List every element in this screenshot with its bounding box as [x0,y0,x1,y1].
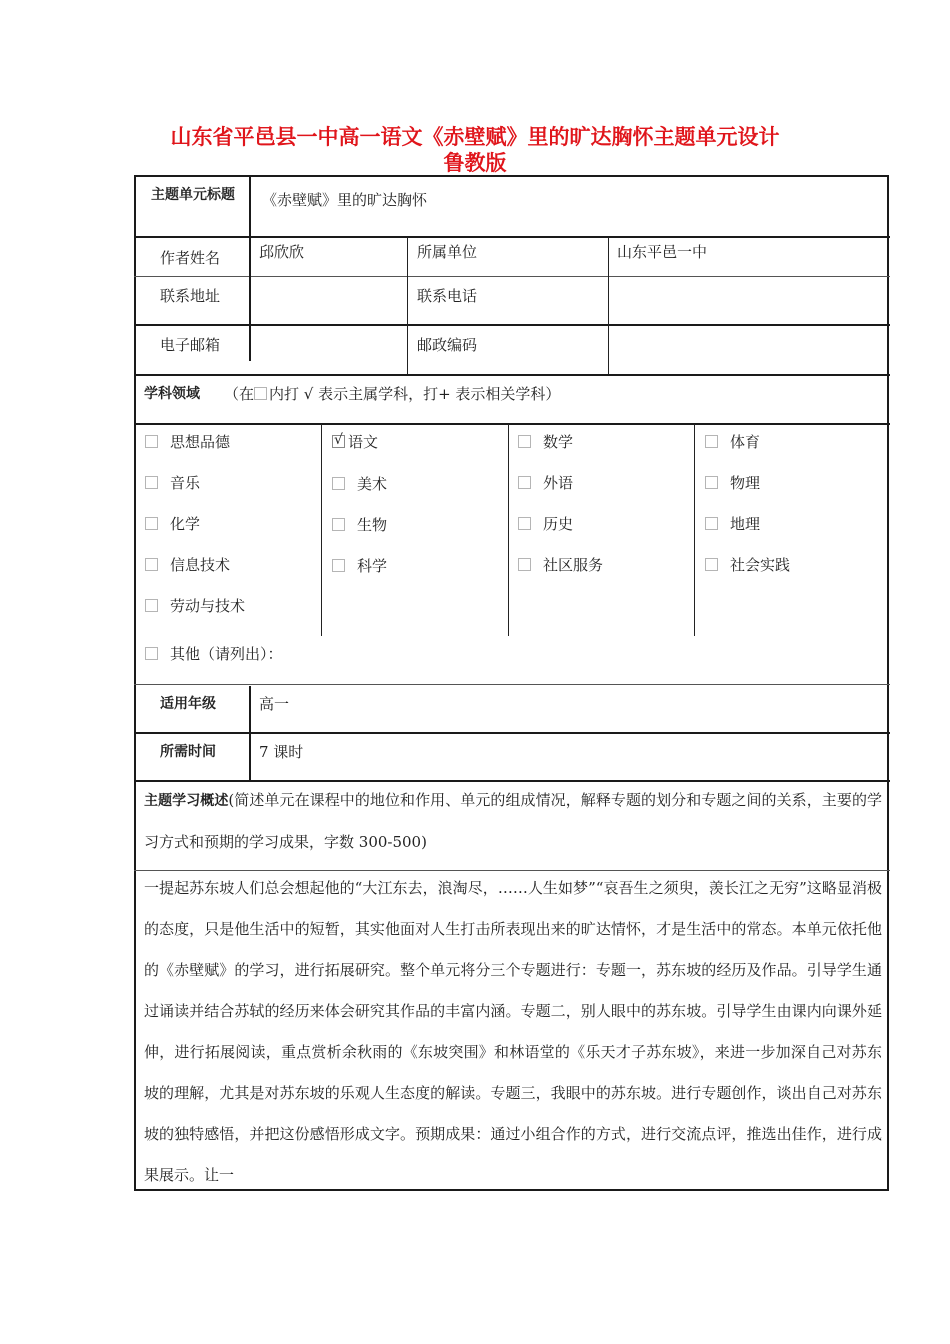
row-divider [134,374,890,376]
subject-checkbox[interactable] [145,599,158,612]
subject-checkbox[interactable] [145,476,158,489]
col-divider [508,424,509,636]
row-divider [134,236,890,238]
row-divider [134,423,890,425]
subject-checkbox[interactable] [705,558,718,571]
subject-option-label: 体育 [730,433,761,451]
subject-option-label: 化学 [170,515,201,533]
subject-checkbox[interactable] [332,559,345,572]
col-divider [608,237,609,374]
summary-body: 一提起苏东坡人们总会想起他的“大江东去，浪淘尽，……人生如梦”“哀吾生之须臾，羡长江之无穷”这略显消极的态度，只是他生活中的短暂，其实他面对人生打击所表现出来的旷达情怀，才是生活中的常态。本单元依托他的《赤壁赋》的学习，进行拓展研究。整个单元将分三个专题进行：专题一，苏东坡的经历及作品。引导学生通过诵读并结合苏轼的经历来体会研究其作品的丰富内涵。专题二，别人眼中的苏东坡。引导学生由课内向课外延伸，进行拓展阅读，重点赏析余秋雨的《东坡突围》和林语堂的《乐天才子苏东坡》，来进一步加深自己对苏东坡的理解，尤其是对苏东坡的乐观人生态度的解读。专题三，我眼中的苏东坡。进行专题创作，谈出自己对苏东坡的独特感悟，并把这份感悟形成文字。预期成果：通过小组合作的方式，进行交流点评，推选出佳作，进行成果展示。让一 [144,879,882,1184]
time-value: 7 课时 [259,743,304,761]
row-divider [134,732,890,734]
subject-note-suffix: 内打 √ 表示主属学科，打+ 表示相关学科） [269,385,561,403]
subject-option-label: 社会实践 [730,556,791,574]
unit-title-label: 主题单元标题 [151,187,235,203]
unit-title-value: 《赤壁赋》里的旷达胸怀 [262,191,428,209]
subject-option-label: 美术 [357,475,388,493]
subject-option-label: 物理 [730,474,761,492]
subject-checkbox[interactable] [332,477,345,490]
row-divider [134,276,890,277]
email-label: 电子邮箱 [160,336,221,354]
subject-option-label: 劳动与技术 [170,597,246,615]
subject-checkbox[interactable] [518,558,531,571]
subject-option-label: 历史 [543,515,574,533]
col-divider [249,686,251,780]
subject-checkbox-checked[interactable] [332,432,345,448]
subject-checkbox[interactable] [518,476,531,489]
grade-label: 适用年级 [160,696,216,712]
postcode-label: 邮政编码 [417,336,478,354]
author-value: 邱欣欣 [259,243,305,261]
col-divider [694,424,695,636]
subject-option-label: 音乐 [170,474,201,492]
subject-checkbox[interactable] [705,517,718,530]
subject-checkbox[interactable] [518,517,531,530]
subject-checkbox[interactable] [705,476,718,489]
document-title-line2: 鲁教版 [443,151,507,175]
org-label: 所属单位 [417,243,478,261]
subject-note-prefix: （在 [224,385,255,403]
subject-option-label: 数学 [543,433,574,451]
time-label: 所需时间 [160,744,216,760]
org-value: 山东平邑一中 [617,243,708,261]
subject-label: 学科领域 [144,386,200,402]
subject-checkbox[interactable] [145,517,158,530]
subject-checkbox[interactable] [518,435,531,448]
address-label: 联系地址 [160,287,221,305]
subject-option-label: 外语 [543,474,574,492]
author-label: 作者姓名 [160,249,221,267]
document-title-line1: 山东省平邑县一中高一语文《赤壁赋》里的旷达胸怀主题单元设计 [170,125,780,149]
summary-note: (简述单元在课程中的地位和作用、单元的组成情况，解释专题的划分和专题之间的关系，主要的学习方式和预期的学习成果，字数 300-500) [144,791,883,851]
summary-label: 主题学习概述 [144,793,229,809]
checkmark-icon: √ [334,432,343,448]
subject-option-label: 社区服务 [543,556,604,574]
subject-checkbox[interactable] [145,558,158,571]
subject-checkbox[interactable] [705,435,718,448]
summary-header [144,780,882,863]
subject-option-label: 生物 [357,516,388,534]
col-divider [321,424,322,636]
subject-option-label: 信息技术 [170,556,231,574]
subject-checkbox[interactable] [145,435,158,448]
subject-checkbox[interactable] [145,647,158,660]
phone-label: 联系电话 [417,287,478,305]
subject-option-label: 地理 [730,515,761,533]
subject-option-label: 思想品德 [170,433,231,451]
col-divider [407,237,408,374]
other-subject-label: 其他（请列出）： [170,645,283,663]
subject-checkbox[interactable] [332,518,345,531]
grade-value: 高一 [259,695,290,713]
row-divider [134,324,890,326]
subject-option-label: 语文 [348,433,379,451]
checkbox-icon [254,387,267,400]
row-divider [134,684,890,685]
subject-option-label: 科学 [357,557,388,575]
col-divider [249,176,251,361]
